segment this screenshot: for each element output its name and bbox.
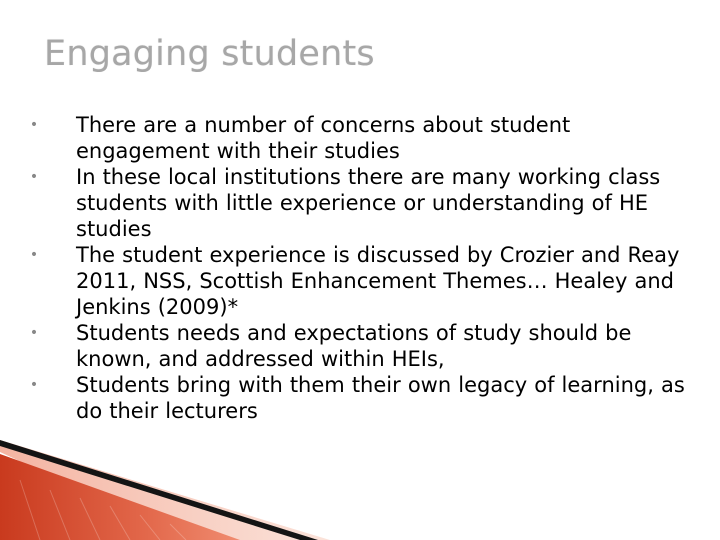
bullet-text: Students bring with them their own legacy of learning, as do their lecturers <box>76 373 685 423</box>
bullet-text: The student experience is discussed by Crozier and Reay 2011, NSS, Scottish Enhancement Themes… Healey and Jenkins (2009)* <box>76 243 680 319</box>
slide-title: Engaging students <box>44 34 375 74</box>
bullet-text: There are a number of concerns about student engagement with their studies <box>76 113 571 163</box>
bullet-icon: • <box>29 169 39 185</box>
bullet-icon: • <box>29 117 39 133</box>
decorative-swoosh <box>0 440 720 540</box>
list-item <box>28 320 688 372</box>
bullet-text: In these local institutions there are many working class students with little experience or understanding of HE studies <box>76 165 661 241</box>
list-item <box>28 372 688 424</box>
bullet-list <box>28 112 688 424</box>
bullet-text: Students needs and expectations of study should be known, and addressed within HEIs, <box>76 321 632 371</box>
list-item <box>28 242 688 320</box>
bullet-icon: • <box>29 325 39 341</box>
bullet-icon: • <box>29 377 39 393</box>
bullet-icon: • <box>29 247 39 263</box>
list-item <box>28 164 688 242</box>
list-item <box>28 112 688 164</box>
